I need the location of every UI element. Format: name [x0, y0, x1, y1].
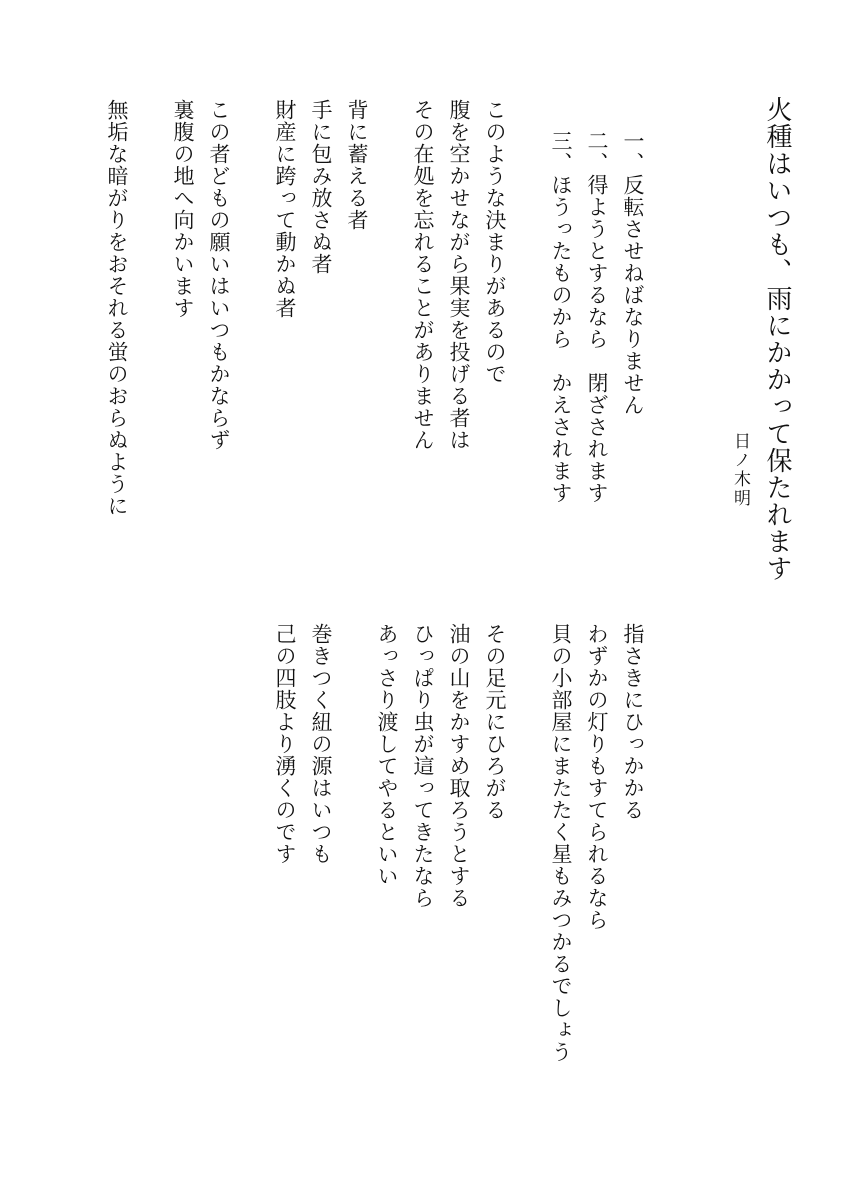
upper-line: 二、得ようとするなら 閉ざされます: [585, 130, 609, 504]
lower-line: 己の四肢より湧くのです: [273, 623, 297, 865]
upper-line: この者どもの願いはいつもかならず: [207, 99, 231, 451]
lower-line: 貝の小部屋にまたたく星もみつかるでしょう: [549, 623, 573, 1063]
upper-line: 手に包み放さぬ者: [309, 99, 333, 275]
author-name: 日ノ木明: [730, 432, 750, 508]
upper-line: 三、ほうったものから かえされます: [549, 130, 573, 504]
lower-line: その足元にひろがる: [483, 623, 507, 821]
lower-line: 巻きつく紐の源はいつも: [309, 623, 333, 865]
lower-line: 指さきにひっかかる: [621, 623, 645, 821]
upper-line: その在処を忘れることがありません: [411, 99, 435, 451]
lower-line: わずかの灯りもすてられるなら: [585, 623, 609, 931]
poem-title: 火種はいつも、雨にかかって保たれます: [762, 96, 792, 582]
lower-line: 油の山をかすめ取ろうとする: [447, 623, 471, 909]
upper-line: 裏腹の地へ向かいます: [171, 99, 195, 319]
upper-line: 一、反転させねばなりません: [621, 130, 645, 416]
upper-line: 無垢な暗がりをおそれる蛍のおらぬように: [105, 99, 129, 517]
upper-line: 背に蓄える者: [345, 99, 369, 231]
upper-line: 腹を空かせながら果実を投げる者は: [447, 99, 471, 451]
upper-line: このような決まりがあるので: [483, 99, 507, 385]
upper-line: 財産に跨って動かぬ者: [273, 99, 297, 319]
lower-line: ひっぱり虫が這ってきたなら: [411, 623, 435, 909]
lower-line: あっさり渡してやるといい: [375, 623, 399, 887]
